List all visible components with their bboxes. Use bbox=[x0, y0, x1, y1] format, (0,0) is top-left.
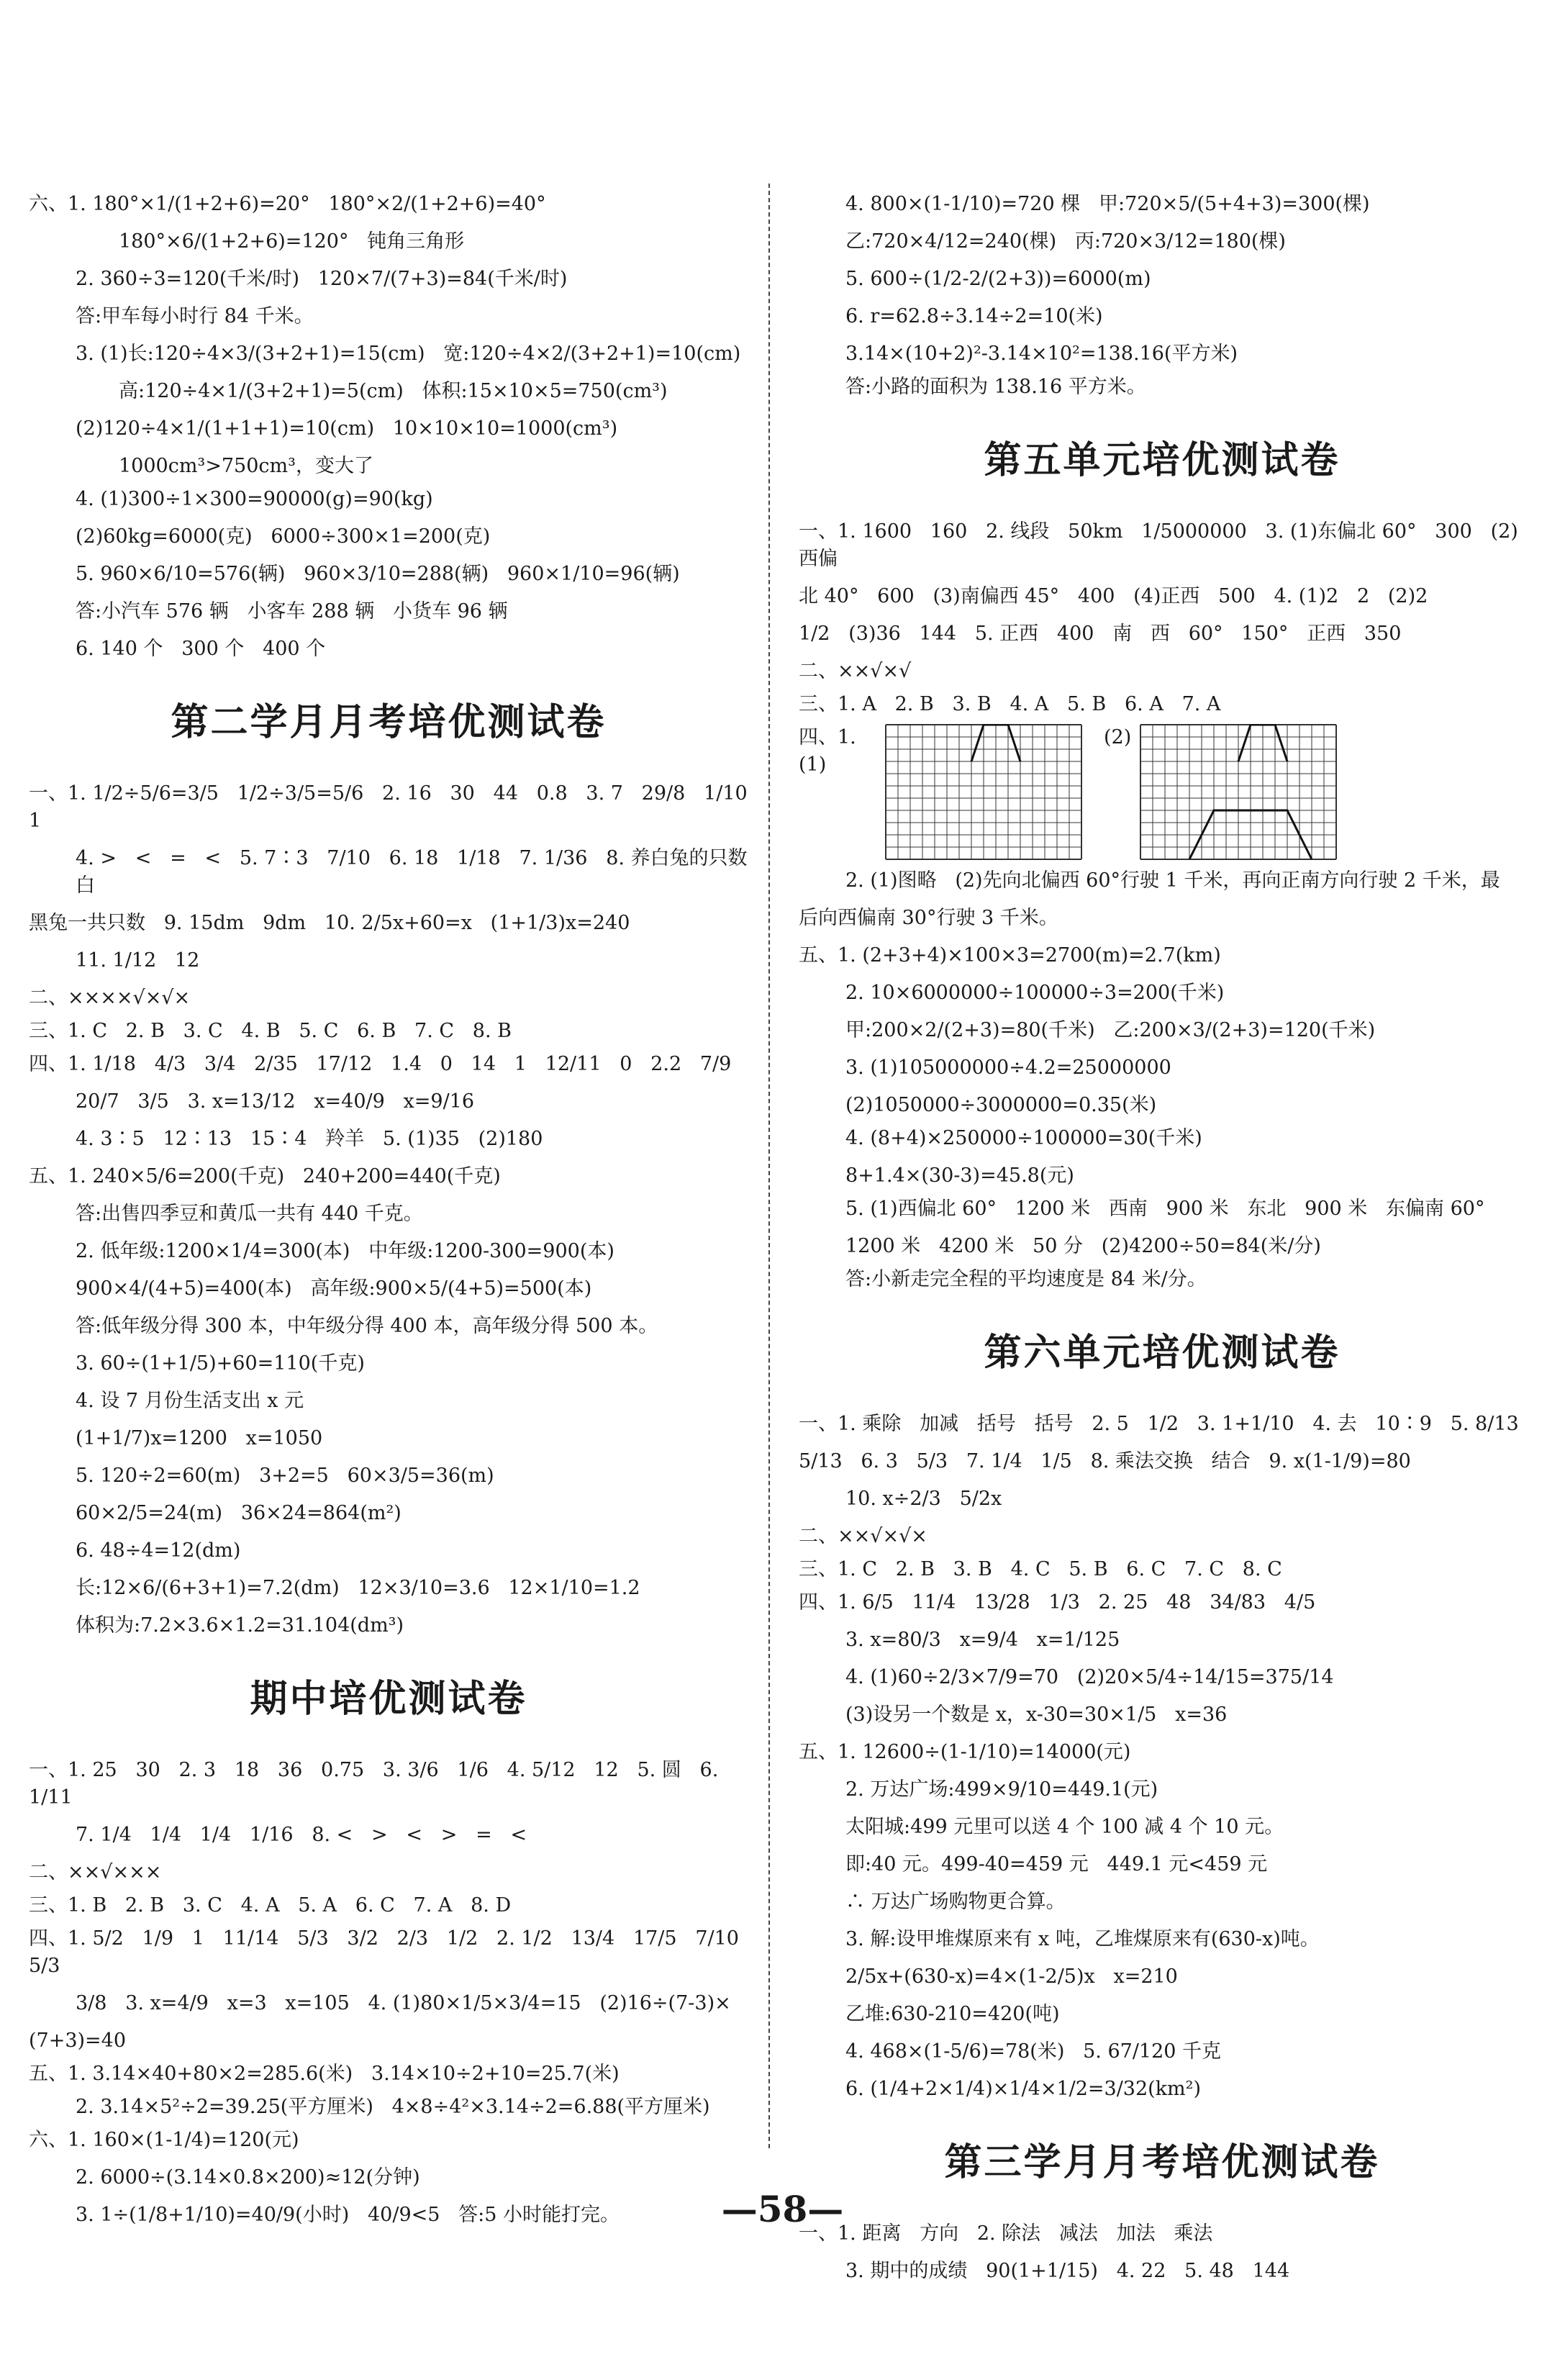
answer-line: ∴ 万达广场购物更合算。 bbox=[845, 1891, 1066, 1913]
answer-line: 1200 米 4200 米 50 分 (2)4200÷50=84(米/分) bbox=[845, 1235, 1321, 1257]
answer-line: 六、1. 180°×1/(1+2+6)=20° 180°×2/(1+2+6)=40° bbox=[29, 193, 546, 215]
answer-line: (3)设另一个数是 x，x-30=30×1/5 x=36 bbox=[845, 1703, 1228, 1726]
answer-line: 一、1. 1/2÷5/6=3/5 1/2÷3/5=5/6 2. 16 30 44 0.8 3. 7 29/8 1/10 1 bbox=[29, 782, 766, 832]
section-heading: 第五单元培优测试卷 bbox=[984, 439, 1341, 482]
answer-line: 一、1. 距离 方向 2. 除法 减法 加法 乘法 bbox=[799, 2222, 1213, 2245]
answer-line: 4. 468×(1-5/6)=78(米) 5. 67/120 千克 bbox=[845, 2040, 1222, 2063]
answer-line: 4. (1)300÷1×300=90000(g)=90(kg) bbox=[76, 488, 433, 510]
answer-line: 二、××√××× bbox=[29, 1861, 162, 1883]
section-heading: 第二学月月考培优测试卷 bbox=[171, 701, 607, 744]
grid-figure-a bbox=[885, 724, 1082, 860]
grid-label: 四、1. (1) bbox=[799, 726, 856, 776]
answer-line: 2. 万达广场:499×9/10=449.1(元) bbox=[845, 1778, 1158, 1801]
answer-line: 3. 期中的成绩 90(1+1/15) 4. 22 5. 48 144 bbox=[845, 2260, 1290, 2282]
answer-line: (2)60kg=6000(克) 6000÷300×1=200(克) bbox=[76, 525, 491, 548]
answer-line: 4. (8+4)×250000÷100000=30(千米) bbox=[845, 1127, 1202, 1149]
answer-line: 4. 800×(1-1/10)=720 棵 甲:720×5/(5+4+3)=300(棵) bbox=[845, 193, 1370, 215]
answer-line: 3/8 3. x=4/9 x=3 x=105 4. (1)80×1/5×3/4=15 (2)16÷(7-3)× bbox=[76, 1992, 731, 2014]
answer-line: 一、1. 1600 160 2. 线段 50km 1/5000000 3. (1)东偏北 60° 300 (2)西偏 bbox=[799, 520, 1518, 570]
answer-line: 三、1. C 2. B 3. B 4. C 5. B 6. C 7. C 8. C bbox=[799, 1558, 1282, 1580]
answer-line: 6. 48÷4=12(dm) bbox=[76, 1539, 241, 1562]
answer-line: 太阳城:499 元里可以送 4 个 100 减 4 个 10 元。 bbox=[845, 1816, 1284, 1838]
answer-line: 3. (1)长:120÷4×3/(3+2+1)=15(cm) 宽:120÷4×2/(3+2+1)=10(cm) bbox=[76, 343, 741, 365]
answer-line: 四、1. 5/2 1/9 1 11/14 5/3 3/2 2/3 1/2 2. 1/2 13/4 17/5 7/10 5/3 bbox=[29, 1927, 758, 1977]
answer-line: 5/13 6. 3 5/3 7. 1/4 1/5 8. 乘法交换 结合 9. x(1-1/9)=80 bbox=[799, 1450, 1411, 1472]
answer-line: 6. 140 个 300 个 400 个 bbox=[76, 638, 326, 660]
answer-line: 1/2 (3)36 144 5. 正西 400 南 西 60° 150° 正西 350 bbox=[799, 623, 1402, 645]
answer-line: 5. 120÷2=60(m) 3+2=5 60×3/5=36(m) bbox=[76, 1465, 494, 1487]
answer-line: 1000cm³>750cm³，变大了 bbox=[119, 455, 373, 477]
answer-line: 5. (1)西偏北 60° 1200 米 西南 900 米 东北 900 米 东偏南 60° bbox=[845, 1198, 1485, 1220]
answer-line: 五、1. 3.14×40+80×2=285.6(米) 3.14×10÷2+10=25.7(米) bbox=[29, 2063, 620, 2085]
answer-line: 5. 960×6/10=576(辆) 960×3/10=288(辆) 960×1/10=96(辆) bbox=[76, 563, 680, 585]
answer-line: 二、××√×√ bbox=[799, 660, 912, 682]
answer-line: (7+3)=40 bbox=[29, 2030, 127, 2052]
answer-line: 6. r=62.8÷3.14÷2=10(米) bbox=[845, 305, 1103, 327]
section-heading: 期中培优测试卷 bbox=[250, 1678, 527, 1721]
answer-line: 3.14×(10+2)²-3.14×10²=138.16(平方米) bbox=[845, 343, 1238, 365]
answer-line: 3. 1÷(1/8+1/10)=40/9(小时) 40/9<5 答:5 小时能打完。 bbox=[76, 2204, 620, 2226]
answer-line: 五、1. (2+3+4)×100×3=2700(m)=2.7(km) bbox=[799, 944, 1221, 967]
answer-line: 黑兔一共只数 9. 15dm 9dm 10. 2/5x+60=x (1+1/3)x=240 bbox=[29, 912, 630, 934]
answer-line: 二、××××√×√× bbox=[29, 987, 191, 1009]
answer-line: 8+1.4×(30-3)=45.8(元) bbox=[845, 1164, 1074, 1187]
answer-line: 3. x=80/3 x=9/4 x=1/125 bbox=[845, 1629, 1120, 1651]
answer-line: 3. (1)105000000÷4.2=25000000 bbox=[845, 1056, 1171, 1079]
column-divider bbox=[768, 184, 770, 2148]
answer-line: 4. > < = < 5. 7∶3 7/10 6. 18 1/18 7. 1/36 8. 养白兔的只数 白 bbox=[76, 847, 766, 897]
answer-line: (1+1/7)x=1200 x=1050 bbox=[76, 1427, 323, 1449]
answer-line: (2)120÷4×1/(1+1+1)=10(cm) 10×10×10=1000(cm³) bbox=[76, 417, 618, 440]
answer-line: 答:低年级分得 300 本，中年级分得 400 本，高年级分得 500 本。 bbox=[76, 1315, 658, 1337]
grid-figure-b bbox=[1140, 724, 1337, 860]
grid-answer-row bbox=[799, 724, 1525, 860]
answer-line: 三、1. C 2. B 3. C 4. B 5. C 6. B 7. C 8. B bbox=[29, 1020, 512, 1042]
section-heading: 第六单元培优测试卷 bbox=[984, 1331, 1341, 1375]
answer-line: 11. 1/12 12 bbox=[76, 949, 200, 972]
answer-line: 答:小汽车 576 辆 小客车 288 辆 小货车 96 辆 bbox=[76, 600, 508, 623]
answer-line: 4. 设 7 月份生活支出 x 元 bbox=[76, 1390, 304, 1412]
answer-line: 高:120÷4×1/(3+2+1)=5(cm) 体积:15×10×5=750(cm³) bbox=[119, 380, 668, 402]
section-heading: 第三学月月考培优测试卷 bbox=[944, 2141, 1380, 2184]
right-column bbox=[799, 191, 1525, 2295]
page-number: —58— bbox=[721, 2188, 844, 2230]
answer-line: 北 40° 600 (3)南偏西 45° 400 (4)正西 500 4. (1)2 2 (2)2 bbox=[799, 585, 1428, 607]
answer-line: 10. x÷2/3 5/2x bbox=[845, 1488, 1002, 1510]
answer-line: 6. (1/4+2×1/4)×1/4×1/2=3/32(km²) bbox=[845, 2078, 1202, 2100]
answer-line: 答:小新走完全程的平均速度是 84 米/分。 bbox=[845, 1268, 1207, 1290]
answer-line: 5. 600÷(1/2-2/(2+3))=6000(m) bbox=[845, 268, 1151, 290]
answer-line: 3. 60÷(1+1/5)+60=110(千克) bbox=[76, 1352, 365, 1375]
answer-line: 7. 1/4 1/4 1/4 1/16 8. < > < > = < bbox=[76, 1824, 527, 1846]
answer-line: 三、1. B 2. B 3. C 4. A 5. A 6. C 7. A 8. D bbox=[29, 1894, 512, 1917]
answer-line: 乙堆:630-210=420(吨) bbox=[845, 2003, 1060, 2025]
answer-line: 即:40 元。499-40=459 元 449.1 元<459 元 bbox=[845, 1853, 1268, 1876]
answer-line: 20/7 3/5 3. x=13/12 x=40/9 x=9/16 bbox=[76, 1090, 475, 1113]
answer-line: 四、1. 6/5 11/4 13/28 1/3 2. 25 48 34/83 4/5 bbox=[799, 1591, 1316, 1614]
answer-line: 答:出售四季豆和黄瓜一共有 440 千克。 bbox=[76, 1203, 423, 1225]
answer-line: 六、1. 160×(1-1/4)=120(元) bbox=[29, 2129, 299, 2151]
answer-line: 180°×6/(1+2+6)=120° 钝角三角形 bbox=[119, 230, 465, 253]
grid-label: (2) bbox=[1104, 726, 1132, 748]
answer-line: 2. 6000÷(3.14×0.8×200)≈12(分钟) bbox=[76, 2166, 420, 2189]
answer-line: 四、1. 1/18 4/3 3/4 2/35 17/12 1.4 0 14 1 12/11 0 2.2 7/9 bbox=[29, 1053, 732, 1075]
answer-line: 二、××√×√× bbox=[799, 1525, 927, 1547]
answer-line: 答:甲车每小时行 84 千米。 bbox=[76, 305, 314, 327]
answer-line: 4. (1)60÷2/3×7/9=70 (2)20×5/4÷14/15=375/14 bbox=[845, 1666, 1334, 1688]
answer-line: 三、1. A 2. B 3. B 4. A 5. B 6. A 7. A bbox=[799, 693, 1221, 715]
answer-line: 60×2/5=24(m) 36×24=864(m²) bbox=[76, 1502, 402, 1524]
left-column bbox=[29, 191, 766, 2239]
answer-line: 一、1. 乘除 加减 括号 括号 2. 5 1/2 3. 1+1/10 4. 去 10∶9 5. 8/13 bbox=[799, 1413, 1519, 1435]
answer-line: 2/5x+(630-x)=4×(1-2/5)x x=210 bbox=[845, 1965, 1178, 1988]
answer-line: 答:小路的面积为 138.16 平方米。 bbox=[845, 376, 1146, 398]
answer-line: 2. (1)图略 (2)先向北偏西 60°行驶 1 千米，再向正南方向行驶 2 千米，最 bbox=[845, 869, 1500, 892]
answer-line: 体积为:7.2×3.6×1.2=31.104(dm³) bbox=[76, 1614, 404, 1637]
answer-line: 甲:200×2/(2+3)=80(千米) 乙:200×3/(2+3)=120(千米) bbox=[845, 1019, 1376, 1041]
answer-line: 长:12×6/(6+3+1)=7.2(dm) 12×3/10=3.6 12×1/10=1.2 bbox=[76, 1577, 640, 1599]
answer-line: 2. 360÷3=120(千米/时) 120×7/(7+3)=84(千米/时) bbox=[76, 268, 568, 290]
answer-line: 五、1. 240×5/6=200(千克) 240+200=440(千克) bbox=[29, 1165, 501, 1187]
answer-line: 乙:720×4/12=240(棵) 丙:720×3/12=180(棵) bbox=[845, 230, 1286, 253]
answer-line: 2. 10×6000000÷100000÷3=200(千米) bbox=[845, 982, 1225, 1004]
answer-line: 3. 解:设甲堆煤原来有 x 吨，乙堆煤原来有(630-x)吨。 bbox=[845, 1928, 1320, 1950]
answer-line: 4. 3∶5 12∶13 15∶4 羚羊 5. (1)35 (2)180 bbox=[76, 1128, 543, 1150]
answer-line: 900×4/(4+5)=400(本) 高年级:900×5/(4+5)=500(本) bbox=[76, 1277, 592, 1300]
answer-line: 一、1. 25 30 2. 3 18 36 0.75 3. 3/6 1/6 4. 5/12 12 5. 圆 6. 1/11 bbox=[29, 1759, 725, 1809]
answer-line: 后向西偏南 30°行驶 3 千米。 bbox=[799, 907, 1058, 929]
answer-line: 五、1. 12600÷(1-1/10)=14000(元) bbox=[799, 1741, 1131, 1763]
answer-line: 2. 低年级:1200×1/4=300(本) 中年级:1200-300=900(本) bbox=[76, 1240, 614, 1262]
answer-line: (2)1050000÷3000000=0.35(米) bbox=[845, 1094, 1157, 1116]
answer-line: 2. 3.14×5²÷2=39.25(平方厘米) 4×8÷4²×3.14÷2=6.88(平方厘米) bbox=[76, 2096, 710, 2118]
